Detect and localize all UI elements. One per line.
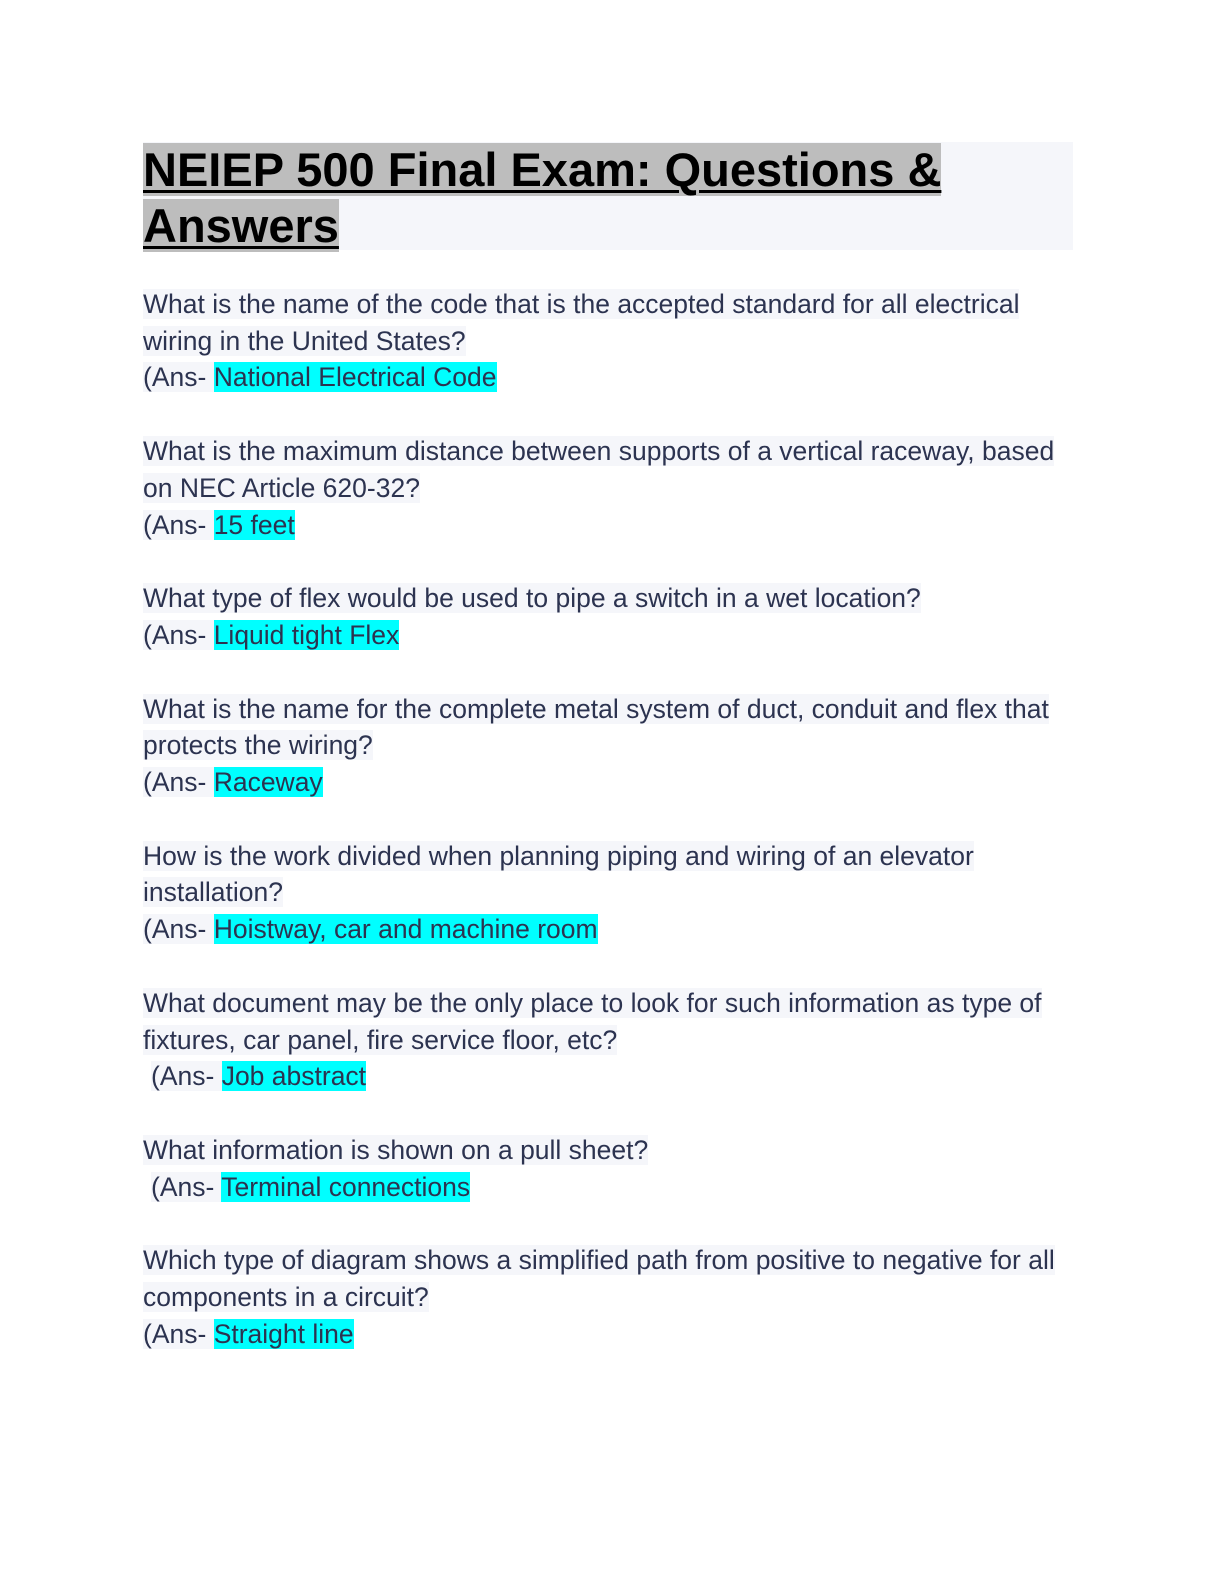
- answer-text: Hoistway, car and machine room: [213, 914, 598, 945]
- answer-text: Terminal connections: [221, 1171, 471, 1202]
- answer-prefix: (Ans-: [143, 619, 214, 650]
- answer-text: Job abstract: [221, 1061, 367, 1092]
- answer-prefix: (Ans-: [143, 362, 214, 393]
- answer-prefix: (Ans-: [151, 1171, 222, 1202]
- document-title: [143, 142, 1073, 254]
- answer-line: [143, 1058, 1073, 1095]
- question-text: What document may be the only place to look for such information as type of fixtures, car panel, fire service floor, etc?: [143, 987, 1042, 1055]
- answer-line: [143, 1316, 1073, 1353]
- answer-prefix: (Ans-: [143, 509, 214, 540]
- answer-line: [143, 911, 1073, 948]
- question-text: What type of flex would be used to pipe a switch in a wet location?: [143, 583, 921, 614]
- question-text: What is the maximum distance between supports of a vertical raceway, based on NEC Article 620-32?: [143, 436, 1055, 503]
- qa-item: [143, 985, 1073, 1095]
- answer-line: [143, 507, 1073, 544]
- answer-prefix: (Ans-: [151, 1061, 222, 1092]
- answer-text: Raceway: [213, 767, 323, 798]
- answer-text: Liquid tight Flex: [213, 619, 400, 650]
- answer-prefix: (Ans-: [143, 1318, 214, 1349]
- answer-prefix: (Ans-: [143, 914, 214, 945]
- answer-prefix: (Ans-: [143, 767, 214, 798]
- answer-line: [143, 617, 1073, 654]
- answer-line: [143, 764, 1073, 801]
- answer-line: [143, 1169, 1073, 1206]
- question-text: How is the work divided when planning piping and wiring of an elevator installation?: [143, 840, 974, 908]
- answer-text: National Electrical Code: [213, 362, 497, 393]
- document-page: [143, 142, 1073, 1389]
- question-text: What is the name of the code that is the accepted standard for all electrical wiring in the United States?: [143, 289, 1020, 356]
- title-highlight: NEIEP 500 Final Exam: Questions & Answers: [143, 143, 942, 252]
- answer-text: Straight line: [213, 1318, 354, 1349]
- qa-item: [143, 433, 1073, 543]
- qa-item: [143, 1242, 1073, 1352]
- qa-item: [143, 691, 1073, 801]
- answer-text: 15 feet: [213, 509, 295, 540]
- question-text: What is the name for the complete metal system of duct, conduit and flex that protects the wiring?: [143, 693, 1049, 761]
- qa-item: [143, 1132, 1073, 1205]
- qa-list: [143, 286, 1073, 1352]
- qa-item: [143, 580, 1073, 653]
- question-text: What information is shown on a pull sheet?: [143, 1134, 649, 1165]
- qa-item: [143, 838, 1073, 948]
- qa-item: [143, 286, 1073, 396]
- title-block: [143, 142, 1073, 250]
- question-text: Which type of diagram shows a simplified path from positive to negative for all components in a circuit?: [143, 1245, 1055, 1313]
- answer-line: [143, 359, 1073, 396]
